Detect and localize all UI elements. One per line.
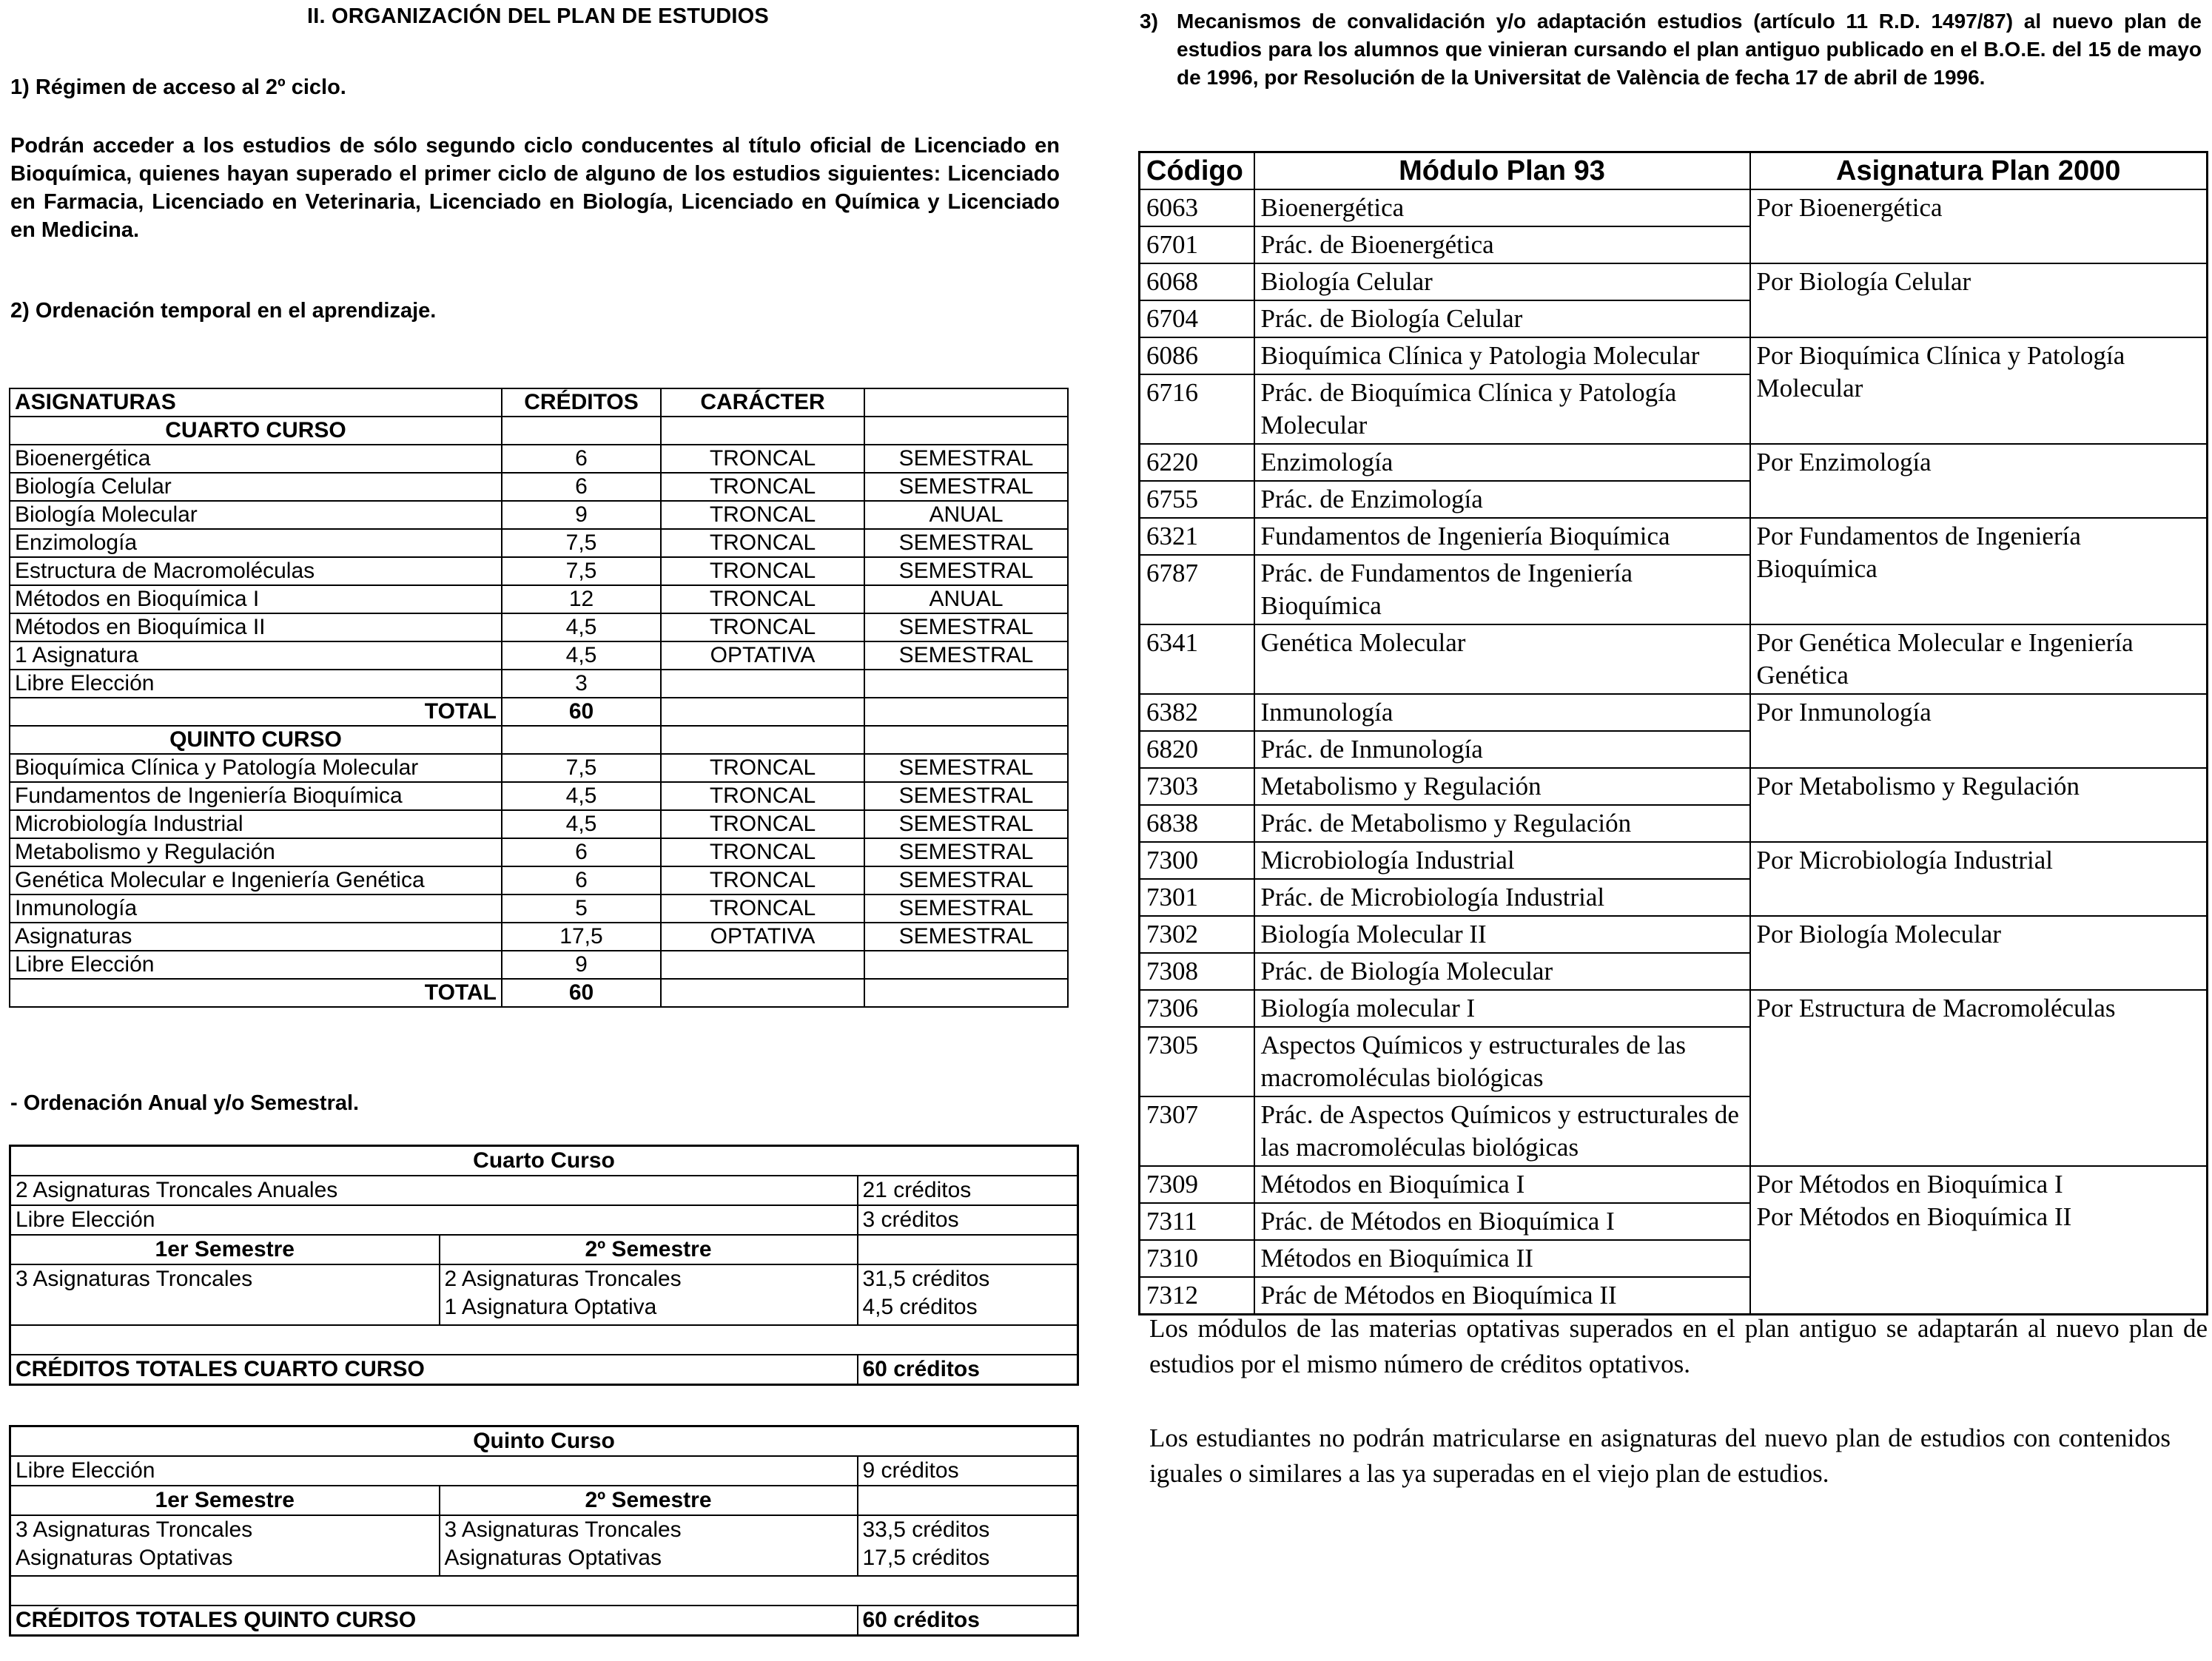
table-cell: Estructura de Macromoléculas bbox=[10, 557, 502, 585]
table-cell: TRONCAL bbox=[661, 557, 864, 585]
quinto-sem1: 1er Semestre bbox=[10, 1486, 440, 1515]
table-cell: TRONCAL bbox=[661, 473, 864, 501]
code-cell: 6382 bbox=[1140, 694, 1254, 731]
subjects-header-cell bbox=[864, 388, 1068, 417]
module-cell: Bioquímica Clínica y Patologia Molecular bbox=[1254, 337, 1750, 374]
table-row bbox=[10, 782, 1068, 810]
table-cell: 9 bbox=[502, 951, 661, 979]
table-cell: Métodos en Bioquímica II bbox=[10, 613, 502, 641]
code-cell: 7306 bbox=[1140, 990, 1254, 1027]
cuarto-row1-label: 2 Asignaturas Troncales Anuales bbox=[10, 1176, 858, 1205]
subjects-header-cell: CARÁCTER bbox=[661, 388, 864, 417]
equivalent-subject-cell: Por Bioenergética bbox=[1750, 189, 2208, 263]
quinto-total-value: 60 bbox=[502, 979, 661, 1007]
table-row bbox=[10, 951, 1068, 979]
table-cell: 12 bbox=[502, 585, 661, 613]
equiv-header-row bbox=[1140, 152, 2208, 190]
equivalent-subject-cell: Por Enzimología bbox=[1750, 444, 2208, 518]
cuarto-sem1: 1er Semestre bbox=[10, 1235, 440, 1264]
table-cell: Bioenergética bbox=[10, 445, 502, 473]
table-cell: SEMESTRAL bbox=[864, 866, 1068, 894]
module-cell: Metabolismo y Regulación bbox=[1254, 768, 1750, 805]
equiv-header-cell: Módulo Plan 93 bbox=[1254, 152, 1750, 190]
table-cell: TRONCAL bbox=[661, 501, 864, 529]
cuarto-row1-value: 21 créditos bbox=[858, 1176, 1078, 1205]
equiv-header-cell: Asignatura Plan 2000 bbox=[1750, 152, 2208, 190]
equivalent-subject-cell: Por Metabolismo y Regulación bbox=[1750, 768, 2208, 842]
section-title: II. ORGANIZACIÓN DEL PLAN DE ESTUDIOS bbox=[307, 4, 769, 28]
item3-text: Mecanismos de convalidación y/o adaptación estudios (artículo 11 R.D. 1497/87) al nuevo plan de estudios para los alumnos que vinieran cursando el plan antiguo publicado en el B.O.E. del 15 de mayo de 1996, por Resolución de la Universitat de València de fecha 17 de abril de 1996. bbox=[1177, 10, 2202, 89]
table-cell: Bioquímica Clínica y Patología Molecular bbox=[10, 754, 502, 782]
module-cell: Prác. de Biología Molecular bbox=[1254, 953, 1750, 990]
equivalent-subject-cell: Por Microbiología Industrial bbox=[1750, 842, 2208, 916]
ordering-heading: - Ordenación Anual y/o Semestral. bbox=[10, 1091, 360, 1115]
module-cell: Inmunología bbox=[1254, 694, 1750, 731]
quinto-row1-label: Libre Elección bbox=[10, 1456, 858, 1486]
table-row bbox=[10, 894, 1068, 923]
table-row bbox=[1140, 990, 2208, 1027]
quinto-curso-row bbox=[10, 726, 1068, 754]
cuarto-sem1-content: 3 Asignaturas Troncales bbox=[10, 1264, 440, 1325]
module-cell: Biología Celular bbox=[1254, 263, 1750, 300]
table-cell: OPTATIVA bbox=[661, 923, 864, 951]
code-cell: 7303 bbox=[1140, 768, 1254, 805]
module-cell: Prác. de Biología Celular bbox=[1254, 300, 1750, 337]
table-cell: Libre Elección bbox=[10, 951, 502, 979]
module-cell: Biología Molecular II bbox=[1254, 916, 1750, 953]
table-row bbox=[1140, 768, 2208, 805]
module-cell: Genética Molecular bbox=[1254, 624, 1750, 694]
table-row bbox=[1140, 518, 2208, 555]
cuarto-total-row bbox=[10, 698, 1068, 726]
table-row bbox=[10, 585, 1068, 613]
code-cell: 6787 bbox=[1140, 555, 1254, 624]
module-cell: Prác. de Metabolismo y Regulación bbox=[1254, 805, 1750, 842]
table-cell: 4,5 bbox=[502, 613, 661, 641]
table-cell: SEMESTRAL bbox=[864, 782, 1068, 810]
equivalent-subject-cell: Por Genética Molecular e Ingeniería Genética bbox=[1750, 624, 2208, 694]
cuarto-total-value: 60 bbox=[502, 698, 661, 726]
table-cell: TRONCAL bbox=[661, 866, 864, 894]
table-cell: 17,5 bbox=[502, 923, 661, 951]
code-cell: 7302 bbox=[1140, 916, 1254, 953]
table-cell: SEMESTRAL bbox=[864, 754, 1068, 782]
table-cell: OPTATIVA bbox=[661, 641, 864, 670]
cuarto-row2-label: Libre Elección bbox=[10, 1205, 858, 1235]
module-cell: Enzimología bbox=[1254, 444, 1750, 481]
quinto-total-label: TOTAL bbox=[10, 979, 502, 1007]
table-cell: TRONCAL bbox=[661, 445, 864, 473]
table-cell bbox=[661, 951, 864, 979]
table-row bbox=[1140, 337, 2208, 374]
cuarto-row2-value: 3 créditos bbox=[858, 1205, 1078, 1235]
table-cell: SEMESTRAL bbox=[864, 838, 1068, 866]
table-cell: TRONCAL bbox=[661, 754, 864, 782]
table-row bbox=[10, 810, 1068, 838]
code-cell: 6716 bbox=[1140, 374, 1254, 444]
cuarto-sem2: 2º Semestre bbox=[440, 1235, 858, 1264]
table-cell: 5 bbox=[502, 894, 661, 923]
table-cell: SEMESTRAL bbox=[864, 557, 1068, 585]
table-cell: 1 Asignatura bbox=[10, 641, 502, 670]
table-row bbox=[1140, 1166, 2208, 1203]
module-cell: Prác. de Microbiología Industrial bbox=[1254, 879, 1750, 916]
table-row bbox=[10, 557, 1068, 585]
module-cell: Microbiología Industrial bbox=[1254, 842, 1750, 879]
table-cell: TRONCAL bbox=[661, 782, 864, 810]
quinto-total-label: CRÉDITOS TOTALES QUINTO CURSO bbox=[10, 1606, 858, 1636]
module-cell: Prác. de Bioquímica Clínica y Patología Molecular bbox=[1254, 374, 1750, 444]
cuarto-curso-label: CUARTO CURSO bbox=[10, 417, 502, 445]
table-cell: 7,5 bbox=[502, 529, 661, 557]
table-cell: Fundamentos de Ingeniería Bioquímica bbox=[10, 782, 502, 810]
table-cell: 7,5 bbox=[502, 754, 661, 782]
code-cell: 6341 bbox=[1140, 624, 1254, 694]
table-cell: SEMESTRAL bbox=[864, 641, 1068, 670]
equivalent-subject-cell: Por Fundamentos de Ingeniería Bioquímica bbox=[1750, 518, 2208, 624]
equivalent-subject-cell: Por Métodos en Bioquímica I Por Métodos en Bioquímica II bbox=[1750, 1166, 2208, 1315]
table-cell: SEMESTRAL bbox=[864, 923, 1068, 951]
quinto-total-value: 60 créditos bbox=[858, 1606, 1078, 1636]
module-cell: Prác. de Aspectos Químicos y estructurales de las macromoléculas biológicas bbox=[1254, 1096, 1750, 1166]
table-cell: 6 bbox=[502, 445, 661, 473]
equivalence-table bbox=[1138, 151, 2208, 1315]
table-cell: 3 bbox=[502, 670, 661, 698]
equivalent-subject-cell: Por Biología Molecular bbox=[1750, 916, 2208, 990]
cuarto-curso-box bbox=[9, 1145, 1079, 1386]
code-cell: 6220 bbox=[1140, 444, 1254, 481]
item1-heading: 1) Régimen de acceso al 2º ciclo. bbox=[10, 75, 346, 99]
table-row bbox=[1140, 694, 2208, 731]
subjects-header-cell: ASIGNATURAS bbox=[10, 388, 502, 417]
table-cell: 4,5 bbox=[502, 782, 661, 810]
code-cell: 6086 bbox=[1140, 337, 1254, 374]
module-cell: Prác de Métodos en Bioquímica II bbox=[1254, 1277, 1750, 1315]
code-cell: 7307 bbox=[1140, 1096, 1254, 1166]
table-cell: TRONCAL bbox=[661, 838, 864, 866]
module-cell: Prác. de Enzimología bbox=[1254, 481, 1750, 518]
table-row bbox=[10, 754, 1068, 782]
table-cell: 4,5 bbox=[502, 641, 661, 670]
table-cell: Genética Molecular e Ingeniería Genética bbox=[10, 866, 502, 894]
table-row bbox=[10, 473, 1068, 501]
table-row bbox=[10, 866, 1068, 894]
table-row bbox=[1140, 916, 2208, 953]
subjects-header-cell: CRÉDITOS bbox=[502, 388, 661, 417]
table-row bbox=[10, 838, 1068, 866]
item1-paragraph: Podrán acceder a los estudios de sólo segundo ciclo conducentes al título oficial de Licenciado en Bioquímica, quienes hayan superado el primer ciclo de alguno de los estudios siguientes: Licenciado en Farmacia, Licenciado en Veterinaria, Licenciado en Biología, Licenciado en Química y Licenciado en Medicina. bbox=[10, 134, 1060, 242]
quinto-sem2-content: 3 Asignaturas Troncales Asignaturas Optativas bbox=[440, 1515, 858, 1576]
table-cell: SEMESTRAL bbox=[864, 810, 1068, 838]
module-cell: Prác. de Métodos en Bioquímica I bbox=[1254, 1203, 1750, 1240]
code-cell: 7310 bbox=[1140, 1240, 1254, 1277]
closing-paragraph-2: Los estudiantes no podrán matricularse en asignaturas del nuevo plan de estudios con contenidos iguales o similares a las ya superadas en el viejo plan de estudios. bbox=[1149, 1424, 2171, 1488]
code-cell: 7300 bbox=[1140, 842, 1254, 879]
subjects-table bbox=[9, 388, 1069, 1008]
table-cell: TRONCAL bbox=[661, 894, 864, 923]
table-row bbox=[1140, 189, 2208, 226]
table-cell: TRONCAL bbox=[661, 613, 864, 641]
code-cell: 6321 bbox=[1140, 518, 1254, 555]
code-cell: 6701 bbox=[1140, 226, 1254, 263]
quinto-total-row bbox=[10, 979, 1068, 1007]
table-cell: Asignaturas bbox=[10, 923, 502, 951]
quinto-curso-label: QUINTO CURSO bbox=[10, 726, 502, 754]
table-cell: Biología Molecular bbox=[10, 501, 502, 529]
table-cell: ANUAL bbox=[864, 501, 1068, 529]
cuarto-total-label: TOTAL bbox=[10, 698, 502, 726]
equivalent-subject-cell: Por Estructura de Macromoléculas bbox=[1750, 990, 2208, 1166]
item2-heading: 2) Ordenación temporal en el aprendizaje. bbox=[10, 299, 437, 323]
cuarto-total-label: CRÉDITOS TOTALES CUARTO CURSO bbox=[10, 1355, 858, 1385]
table-cell: 7,5 bbox=[502, 557, 661, 585]
table-row bbox=[1140, 444, 2208, 481]
module-cell: Fundamentos de Ingeniería Bioquímica bbox=[1254, 518, 1750, 555]
table-cell: Biología Celular bbox=[10, 473, 502, 501]
table-row bbox=[10, 613, 1068, 641]
quinto-sem1-content: 3 Asignaturas Troncales Asignaturas Optativas bbox=[10, 1515, 440, 1576]
code-cell: 6063 bbox=[1140, 189, 1254, 226]
table-cell: SEMESTRAL bbox=[864, 894, 1068, 923]
table-cell: SEMESTRAL bbox=[864, 473, 1068, 501]
table-row bbox=[10, 670, 1068, 698]
code-cell: 6838 bbox=[1140, 805, 1254, 842]
table-cell: Enzimología bbox=[10, 529, 502, 557]
code-cell: 7301 bbox=[1140, 879, 1254, 916]
cuarto-sem2-content: 2 Asignaturas Troncales 1 Asignatura Optativa bbox=[440, 1264, 858, 1325]
table-cell: TRONCAL bbox=[661, 529, 864, 557]
module-cell: Prác. de Fundamentos de Ingeniería Bioquímica bbox=[1254, 555, 1750, 624]
table-cell: 6 bbox=[502, 866, 661, 894]
table-row bbox=[1140, 624, 2208, 694]
table-cell bbox=[864, 951, 1068, 979]
module-cell: Biología molecular I bbox=[1254, 990, 1750, 1027]
code-cell: 7312 bbox=[1140, 1277, 1254, 1315]
module-cell: Prác. de Inmunología bbox=[1254, 731, 1750, 768]
quinto-sem2: 2º Semestre bbox=[440, 1486, 858, 1515]
code-cell: 6820 bbox=[1140, 731, 1254, 768]
table-cell bbox=[864, 670, 1068, 698]
table-cell: SEMESTRAL bbox=[864, 613, 1068, 641]
cuarto-total-value: 60 créditos bbox=[858, 1355, 1078, 1385]
table-cell: Libre Elección bbox=[10, 670, 502, 698]
table-cell: 6 bbox=[502, 838, 661, 866]
code-cell: 6068 bbox=[1140, 263, 1254, 300]
table-cell: 9 bbox=[502, 501, 661, 529]
table-row bbox=[10, 529, 1068, 557]
module-cell: Bioenergética bbox=[1254, 189, 1750, 226]
module-cell: Métodos en Bioquímica I bbox=[1254, 1166, 1750, 1203]
closing-paragraph-1: Los módulos de las materias optativas superados en el plan antiguo se adaptarán al nuevo plan de estudios por el mismo número de créditos optativos. bbox=[1149, 1314, 2208, 1378]
cuarto-title: Cuarto Curso bbox=[10, 1146, 1078, 1176]
subjects-header-row bbox=[10, 388, 1068, 417]
equivalent-subject-cell: Por Bioquímica Clínica y Patología Molecular bbox=[1750, 337, 2208, 444]
code-cell: 7311 bbox=[1140, 1203, 1254, 1240]
table-row bbox=[10, 923, 1068, 951]
module-cell: Prác. de Bioenergética bbox=[1254, 226, 1750, 263]
table-cell: TRONCAL bbox=[661, 585, 864, 613]
table-cell: SEMESTRAL bbox=[864, 445, 1068, 473]
code-cell: 7308 bbox=[1140, 953, 1254, 990]
table-row bbox=[10, 445, 1068, 473]
equiv-header-cell: Código bbox=[1140, 152, 1254, 190]
equivalent-subject-cell: Por Biología Celular bbox=[1750, 263, 2208, 337]
table-cell: 6 bbox=[502, 473, 661, 501]
table-cell: Metabolismo y Regulación bbox=[10, 838, 502, 866]
table-cell: 4,5 bbox=[502, 810, 661, 838]
quinto-row1-value: 9 créditos bbox=[858, 1456, 1078, 1486]
table-row bbox=[1140, 263, 2208, 300]
table-cell bbox=[661, 670, 864, 698]
code-cell: 7309 bbox=[1140, 1166, 1254, 1203]
table-cell: Inmunología bbox=[10, 894, 502, 923]
quinto-sem-values: 33,5 créditos 17,5 créditos bbox=[858, 1515, 1078, 1576]
item3-number: 3) bbox=[1140, 10, 1158, 33]
quinto-curso-box bbox=[9, 1425, 1079, 1637]
table-cell: Microbiología Industrial bbox=[10, 810, 502, 838]
module-cell: Métodos en Bioquímica II bbox=[1254, 1240, 1750, 1277]
quinto-title: Quinto Curso bbox=[10, 1426, 1078, 1457]
code-cell: 6755 bbox=[1140, 481, 1254, 518]
table-cell: TRONCAL bbox=[661, 810, 864, 838]
code-cell: 7305 bbox=[1140, 1027, 1254, 1096]
cuarto-curso-row bbox=[10, 417, 1068, 445]
table-row bbox=[10, 501, 1068, 529]
cuarto-sem-values: 31,5 créditos 4,5 créditos bbox=[858, 1264, 1078, 1325]
table-cell: ANUAL bbox=[864, 585, 1068, 613]
table-cell: Métodos en Bioquímica I bbox=[10, 585, 502, 613]
equivalent-subject-cell: Por Inmunología bbox=[1750, 694, 2208, 768]
table-row bbox=[10, 641, 1068, 670]
code-cell: 6704 bbox=[1140, 300, 1254, 337]
table-row bbox=[1140, 842, 2208, 879]
module-cell: Aspectos Químicos y estructurales de las macromoléculas biológicas bbox=[1254, 1027, 1750, 1096]
table-cell: SEMESTRAL bbox=[864, 529, 1068, 557]
